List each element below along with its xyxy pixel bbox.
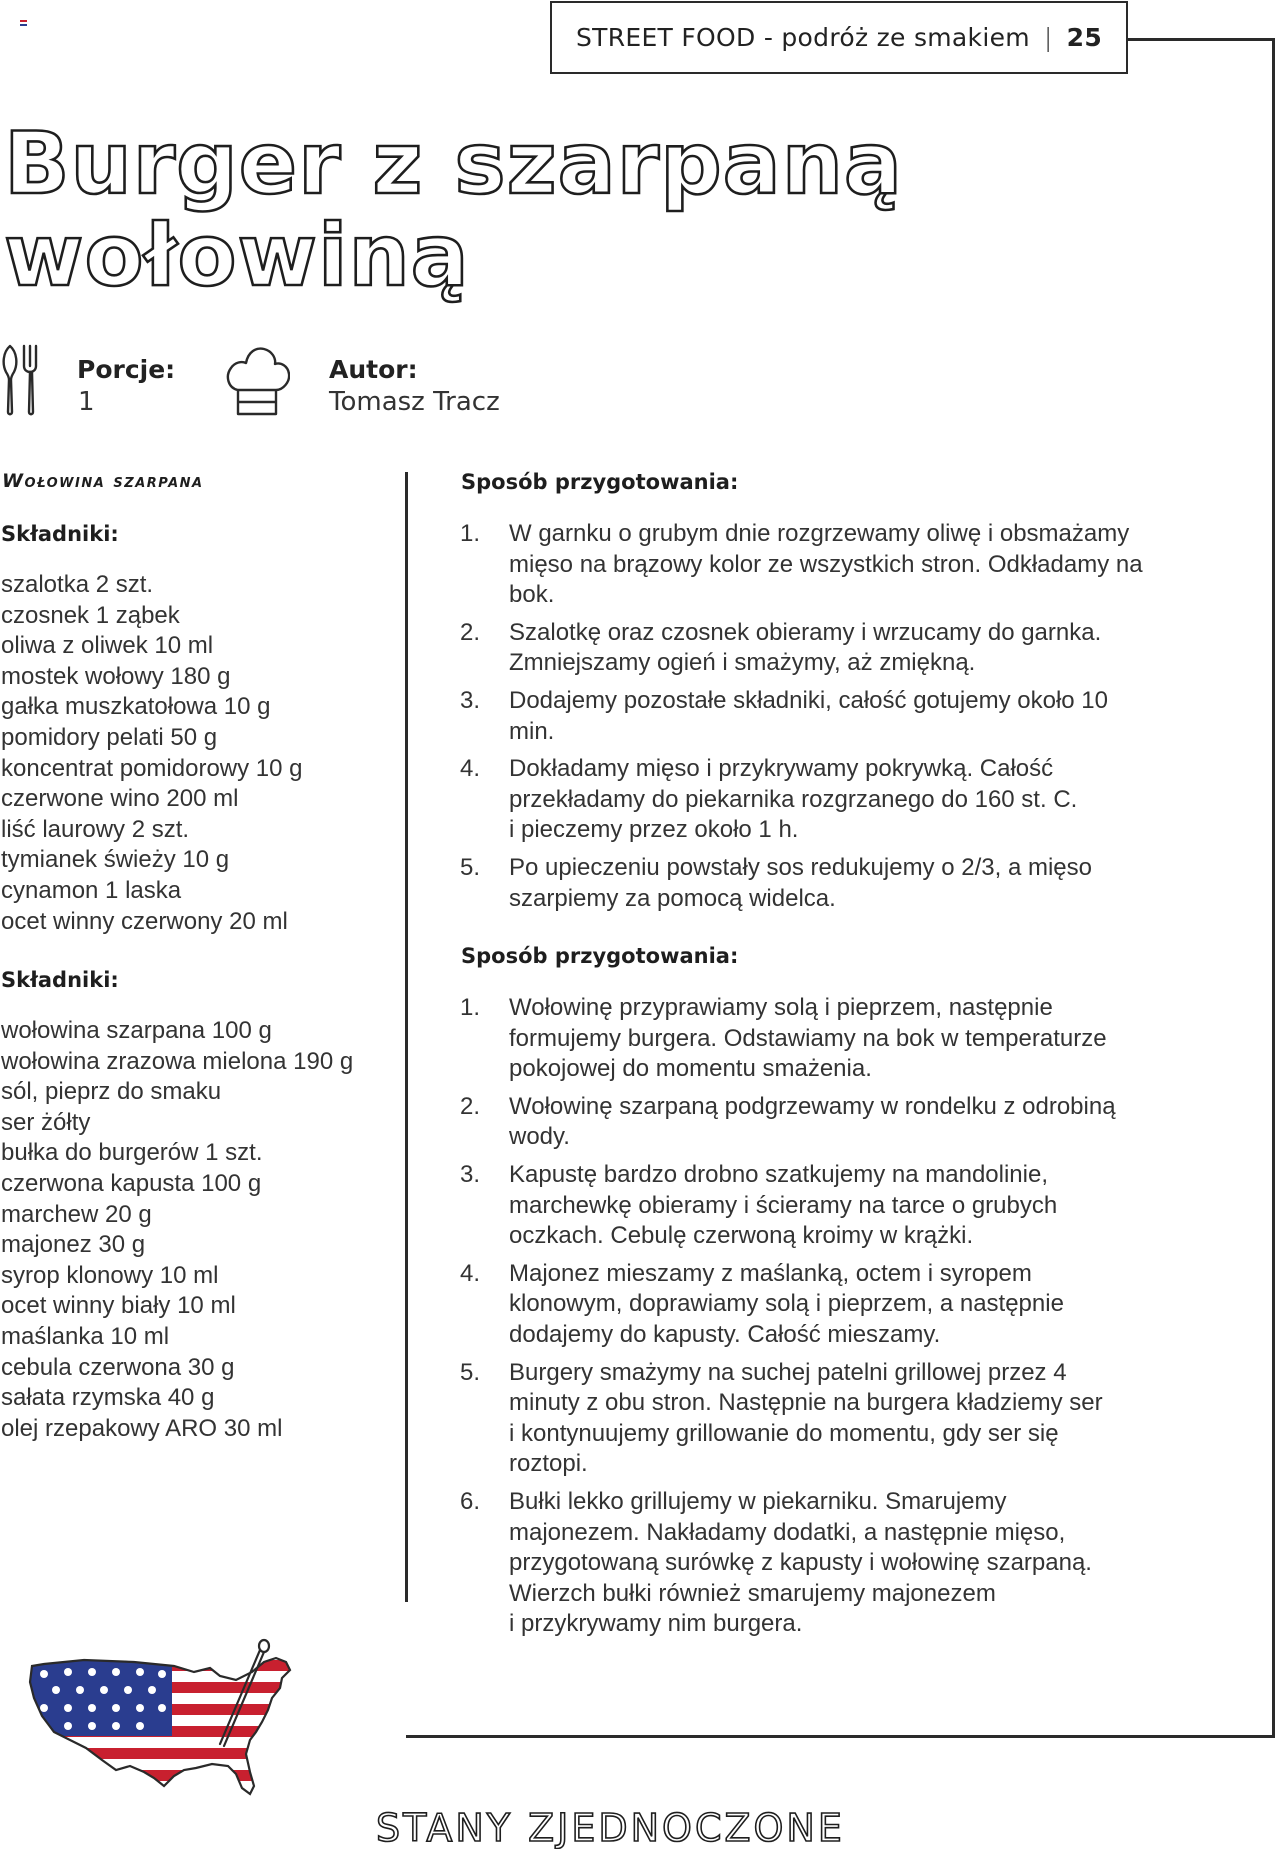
ingredient-item: wołowina szarpana 100 g: [1, 1017, 272, 1044]
step-text-line: Wierzch bułki również smarujemy majonezem: [509, 1579, 996, 1607]
ingredient-item: ser żółty: [1, 1108, 91, 1136]
step-text-line: dodajemy do kapusty. Całość mieszamy.: [509, 1320, 941, 1348]
ingredient-item: maślanka 10 ml: [1, 1322, 170, 1350]
ingredient-item: marchew 20 g: [1, 1200, 152, 1228]
step-text-line: W garnku o grubym dnie rozgrzewamy oliwę i obsmażamy: [509, 520, 1130, 547]
preparation-step: [460, 519, 1250, 611]
header-separator: |: [1043, 23, 1053, 52]
step-number: 1.: [460, 520, 481, 547]
step-text-line: oczkach. Cebulę czerwoną kroimy w krążki.: [509, 1222, 974, 1250]
step-text-line: Dodajemy pozostałe składniki, całość gotujemy około 10: [509, 686, 1108, 714]
preparation-step: [460, 1259, 1250, 1351]
step-text-line: marchewkę obieramy i ścieramy na tarce o grubych: [509, 1191, 1058, 1219]
recipe-title-line-2: wołowiną: [4, 206, 470, 306]
step-text-line: Burgery smażymy na suchej patelni grillowej przez 4: [509, 1358, 1067, 1386]
step-number: 4.: [460, 755, 481, 783]
magazine-subtitle: - podróż ze smakiem: [763, 23, 1030, 52]
step-number: 2.: [460, 618, 481, 646]
step-text-line: bok.: [509, 581, 555, 609]
magazine-name: STREET FOOD: [575, 23, 756, 52]
ingredient-item: oliwa z oliwek 10 ml: [1, 632, 214, 660]
corner-flag-mark: [20, 20, 27, 26]
author-label: Autor:: [329, 355, 418, 384]
ingredient-item: syrop klonowy 10 ml: [1, 1261, 219, 1289]
ingredient-item: czerwona kapusta 100 g: [1, 1169, 262, 1197]
preparation-step: [460, 853, 1250, 914]
ingredients-heading-2: Składniki:: [1, 968, 119, 992]
ingredients-heading-1: Składniki:: [1, 522, 119, 546]
step-text-line: przygotowaną surówkę z kapusty i wołowinę szarpaną.: [509, 1549, 1092, 1577]
chef-hat-icon: [224, 344, 290, 418]
ingredient-item: gałka muszkatołowa 10 g: [1, 693, 271, 721]
running-header: [550, 1, 1128, 74]
step-text-line: mięso na brązowy kolor ze wszystkich stron. Odkładamy na: [509, 550, 1143, 578]
step-text-line: i kontynuujemy grillowanie do momentu, gdy ser się: [509, 1419, 1059, 1447]
step-text-line: wody.: [509, 1123, 570, 1151]
step-number: 3.: [460, 686, 481, 714]
ingredient-item: bułka do burgerów 1 szt.: [1, 1139, 263, 1167]
ingredient-item: czosnek 1 ząbek: [1, 601, 180, 629]
step-text-line: Szalotkę oraz czosnek obieramy i wrzucamy do garnka.: [509, 618, 1102, 646]
preparation-steps-1: [460, 519, 1250, 921]
ingredient-item: tymianek świeży 10 g: [1, 846, 230, 874]
ingredient-item: mostek wołowy 180 g: [1, 662, 231, 690]
section-title: Wołowina szarpana: [2, 470, 204, 492]
ingredient-item: czerwone wino 200 ml: [1, 785, 239, 813]
preparation-step: [460, 1358, 1250, 1480]
step-number: 5.: [460, 1358, 481, 1386]
ingredients-list-2: [1, 1016, 353, 1444]
ingredient-item: cynamon 1 laska: [1, 876, 182, 904]
ingredient-item: wołowina zrazowa mielona 190 g: [1, 1047, 354, 1075]
preparation-step: [460, 993, 1250, 1085]
preparation-heading-2: Sposób przygotowania:: [461, 944, 739, 968]
step-text-line: majonezem. Nakładamy dodatki, a następnie mięso,: [509, 1518, 1066, 1546]
ingredient-item: majonez 30 g: [1, 1231, 146, 1259]
step-text-line: Majonez mieszamy z maślanką, octem i syropem: [509, 1259, 1032, 1287]
ingredient-item: olej rzepakowy ARO 30 ml: [1, 1414, 283, 1442]
portions-value: 1: [78, 387, 95, 417]
column-divider: [405, 472, 408, 1602]
step-text-line: Zmniejszamy ogień i smażymy, aż zmiękną.: [509, 649, 976, 677]
step-text-line: roztopi.: [509, 1450, 588, 1478]
ingredient-item: pomidory pelati 50 g: [1, 723, 218, 751]
step-text-line: Kapustę bardzo drobno szatkujemy na mandolinie,: [509, 1160, 1048, 1188]
step-number: 1.: [460, 994, 481, 1021]
step-number: 5.: [460, 853, 481, 881]
recipe-title-line-1: Burger z szarpaną: [4, 114, 903, 214]
ingredient-item: ocet winny czerwony 20 ml: [1, 907, 288, 935]
ingredient-item: liść laurowy 2 szt.: [1, 815, 190, 843]
step-text-line: formujemy burgera. Odstawiamy na bok w temperaturze: [509, 1024, 1107, 1052]
step-text-line: i pieczemy przez około 1 h.: [509, 816, 799, 844]
ingredients-list-1: [1, 570, 303, 937]
step-text-line: Wołowinę szarpaną podgrzewamy w rondelku z odrobiną: [509, 1092, 1116, 1120]
preparation-step: [460, 686, 1250, 747]
preparation-heading-1: Sposób przygotowania:: [461, 470, 739, 494]
portions-label: Porcje:: [77, 355, 176, 384]
preparation-step: [460, 1160, 1250, 1252]
preparation-steps-2: [460, 993, 1250, 1647]
ingredient-item: sól, pieprz do smaku: [1, 1078, 222, 1106]
step-text-line: Wołowinę przyprawiamy solą i pieprzem, następnie: [509, 994, 1053, 1021]
step-number: 2.: [460, 1092, 481, 1120]
cutlery-icon: [0, 344, 42, 416]
step-text-line: szarpiemy za pomocą widelca.: [509, 884, 836, 912]
ingredient-item: cebula czerwona 30 g: [1, 1353, 235, 1381]
step-text-line: pokojowej do momentu smażenia.: [509, 1055, 872, 1083]
ingredient-item: koncentrat pomidorowy 10 g: [1, 754, 303, 782]
preparation-step: [460, 1487, 1250, 1640]
step-number: 4.: [460, 1259, 481, 1287]
step-text-line: min.: [509, 717, 555, 745]
step-number: 6.: [460, 1487, 481, 1515]
frame-line-top: [1128, 38, 1274, 41]
step-text-line: Po upieczeniu powstały sos redukujemy o 2/3, a mięso: [509, 853, 1092, 881]
page-number: 25: [1066, 23, 1103, 52]
recipe-title: [4, 114, 904, 306]
ingredient-item: szalotka 2 szt.: [1, 571, 154, 598]
preparation-step: [460, 1092, 1250, 1153]
preparation-step: [460, 754, 1250, 846]
usa-flag-map-icon: [24, 1636, 326, 1812]
step-text-line: Bułki lekko grillujemy w piekarniku. Smarujemy: [509, 1487, 1007, 1515]
step-number: 3.: [460, 1160, 481, 1188]
step-text-line: minuty z obu stron. Następnie na burgera kładziemy ser: [509, 1389, 1103, 1417]
step-text-line: Dokładamy mięso i przykrywamy pokrywką. Całość: [509, 755, 1054, 783]
frame-line-bottom: [406, 1735, 1275, 1738]
frame-line-right: [1272, 38, 1275, 1738]
step-text-line: i przykrywamy nim burgera.: [509, 1610, 803, 1638]
author-value: Tomasz Tracz: [329, 387, 500, 417]
step-text-line: klonowym, doprawiamy solą i pieprzem, a następnie: [509, 1290, 1064, 1318]
ingredient-item: ocet winny biały 10 ml: [1, 1292, 236, 1320]
ingredient-item: sałata rzymska 40 g: [1, 1384, 215, 1412]
country-name: STANY ZJEDNOCZONE: [376, 1806, 845, 1849]
step-text-line: przekładamy do piekarnika rozgrzanego do 160 st. C.: [509, 785, 1078, 813]
preparation-step: [460, 618, 1250, 679]
